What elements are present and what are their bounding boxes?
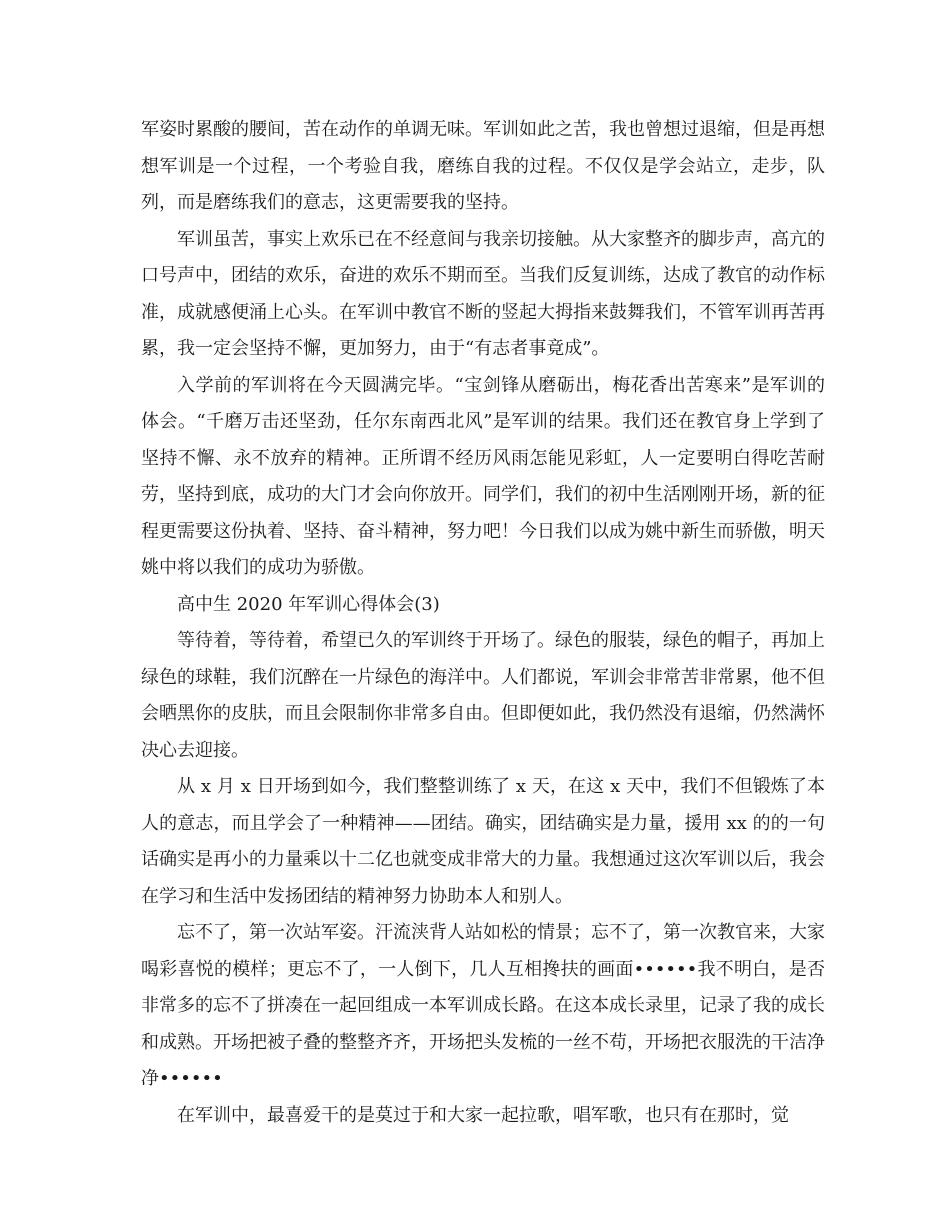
paragraph-memories: 忘不了，第一次站军姿。汗流浃背人站如松的情景；忘不了，第一次教官来，大家喝彩喜悦的模样；更忘不了，一人倒下，几人互相搀扶的画面••••••我不明白，是否非常多的忘不了拼凑在一起回组成一本军训成长路。在这本成长录里，记录了我的成长和成熟。开场把被子叠的整整齐齐，开场把头发梳的一丝不苟，开场把衣服洗的干洁净净•••••• xyxy=(141,922,825,1089)
paragraph-continuation: 军姿时累酸的腰间，苦在动作的单调无味。军训如此之苦，我也曾想过退缩，但是再想想军训是一个过程，一个考验自我，磨练自我的过程。不仅仅是学会站立，走步，队列，而是磨练我们的意志，这更需要我的坚持。 xyxy=(141,119,825,213)
paragraph-joy-of-training: 军训虽苦，事实上欢乐已在不经意间与我亲切接触。从大家整齐的脚步声，高亢的口号声中，团结的欢乐，奋进的欢乐不期而至。当我们反复训练，达成了教官的动作标准，成就感便涌上心头。在军训中教官不断的竖起大拇指来鼓舞我们，不管军训再苦再累，我一定会坚持不懈，更加努力，由于“有志者事竟成”。 xyxy=(141,228,825,359)
section-heading: 高中生 2020 年军训心得体会(3) xyxy=(177,593,440,615)
paragraph-waiting: 等待着，等待着，希望已久的军训终于开场了。绿色的服装，绿色的帽子，再加上绿色的球鞋，我们沉醉在一片绿色的海洋中。人们都说，军训会非常苦非常累，他不但会晒黑你的皮肤，而且会限制你非常多自由。但即便如此，我仍然没有退缩，仍然满怀决心去迎接。 xyxy=(141,630,825,761)
document-body xyxy=(141,112,825,1134)
paragraph-singing: 在军训中，最喜爱干的是莫过于和大家一起拉歌，唱军歌，也只有在那时，觉 xyxy=(177,1104,789,1126)
paragraph-unity: 从 x 月 x 日开场到如今，我们整整训练了 x 天，在这 x 天中，我们不但锻炼了本人的意志，而且学会了一种精神——团结。确实，团结确实是力量，援用 xx 的的一句话确实是再小的力量乘以十二亿也就变成非常大的力量。我想通过这次军训以后，我会在学习和生活中发扬团结的精神努力协助本人和别人。 xyxy=(141,776,825,907)
paragraph-training-complete: 入学前的军训将在今天圆满完毕。“宝剑锋从磨砺出，梅花香出苦寒来”是军训的体会。“千磨万击还坚劲，任尔东南西北风”是军训的结果。我们还在教官身上学到了坚持不懈、永不放弃的精神。正所谓不经历风雨怎能见彩虹，人一定要明白得吃苦耐劳，坚持到底，成功的大门才会向你放开。同学们，我们的初中生活刚刚开场，新的征程更需要这份执着、坚持、奋斗精神，努力吧！今日我们以成为姚中新生而骄傲，明天姚中将以我们的成功为骄傲。 xyxy=(141,374,825,578)
